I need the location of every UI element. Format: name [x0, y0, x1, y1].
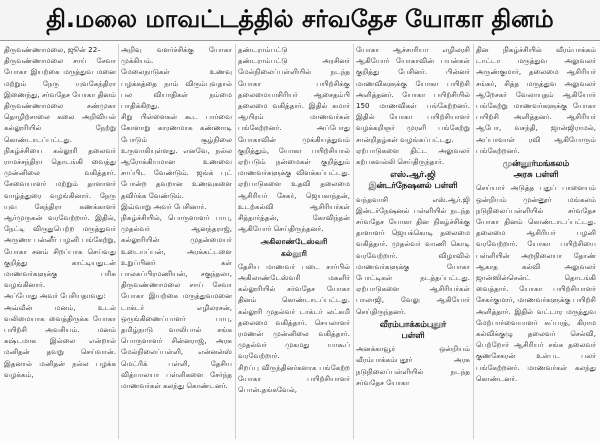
article-column-5 — [476, 44, 596, 439]
headline — [0, 0, 600, 41]
subheading: வீரம்பாக்கம்புதூர் பள்ளி — [379, 318, 447, 341]
column-divider — [118, 44, 119, 439]
article-column-1 — [4, 44, 116, 439]
article-paragraph: செய்யார் அடுத்த புதுப் பாளையம் ஒன்றியம் முன்னூர் மங்கலம் நடுநிலைப்பள்ளியில் சர்வதேச யோகா தினம் கொண்டாடப்பட்டது. தலைமை ஆசிரியர் பழனி வரவேற்றார். யோகா பயிற்சியை பள்ளியின் அறநிலையா தோண் ஆகாத கல்வி அலுவலர் ஜான்ஸின்சென்ட் தொடங்கி வைத்தார். யோகா பயிற்சியாளர் சேகர்குமார், மாணவர்களுக்கு பயிற்சி அளித்தார். இதில் வட்டார மருத்துவ மேற்பார்வையாளர் சுப்பரத், கிராம கல்விக்குழு தலைவர் செல்வி, பெற்றோர் ஆசிரியர் சங்க தலைவர் குணசேகரன் உள்பட பலர் பங்கேற்றனர். மாணவர்கள் கலந்து கொண்டனர். — [476, 183, 596, 383]
article-column-3 — [238, 44, 350, 439]
headline-text: தி.மலை மாவட்டத்தில் சர்வதேச யோகா தினம் — [46, 4, 554, 33]
article-paragraph: தின நிகழ்ச்சியில் வீரம்பாக்கம் டாட்டா மருத்துவ அலுவலர் அருண்குமார், தலைமை ஆசிரியர் சங்கர், சித்த மருத்துவ அலுவலர் ஆறேசகர் வேலாயுதம் ஆகியோர் பங்கேற்று மாணவர்களுக்கு யோகா பயிற்சி அளித்தனர். ஆசிரியர் ஆபோ, வசந்தி, ஜான்ஜிராமல், அப்பாவாள் ரவி ஆகியோரும் பங்கேற்றனர். — [476, 45, 596, 155]
article-paragraph: தேசிய மாணவர் படை சார்பில் அகிலாண்டேஸ்வரி மகளிர் கல்லூரியில் சர்வதேச யோகா தினம் கொண்டாடப்பட்டது. கல்லூரி முதல்வர் டாக்டர் லட்சுமி தலைமை வகித்தார். செயலாளர் ரமணன் முன்னிலை வகித்தார். முதல்வர் முகமது யாகூப் வரவேற்றார். சிறப்பு விருந்தினர்களாக பங்கேற்ற யோகா பயிற்சியாளர் பொன்.தங்கவேல், — [238, 261, 350, 395]
article-column-2 — [121, 44, 232, 439]
article-paragraph: தண்டராம்பட்டு தண்டராம்பட்டு அரசினர் மேல்நிலைப்பள்ளியில் நடந்த யோகா பயிற்சிக்கு தலைமையாசிரியர் ஆசைதம்பி தலைமை வகித்தார். இதில் சுமார் ஆயிரம் மாணவர்கள் பங்கேற்றனர். அப்போது யோகாவின் முக்கியத்துவம் குறித்தும், யோகா பயிற்சியால் ஏற்படும் நன்மைகள் குறித்தும் மாணவர்களுக்கு விளக்கப்பட்டது. ஏற்பாடுகளை உதவி தலைமை ஆசிரியர் சேகர், ஜெயகாந்தன், உடற்கல்வி ஆசிரியர்கள் சித்தார்த்தன், கோவிந்தன் ஆகியோர் செய்திருந்தனர். — [238, 45, 350, 234]
column-divider — [353, 44, 354, 439]
article-paragraph: யோகா ஆச்சாரியா எழிலரசி ஆகியோர் யோகாவின் பயன்கள் குறித்து பேசினர். பின்னர் மாணவிகளுக்கு யோகா பயிற்சி அளித்தனர். யோகா பயிற்சியில் 150 மாணவிகள் பங்கேற்றனர். இதில் யோகா பயிற்சியாளர் வழக்கறிஞர் முரளி பங்கேற்று சான்றிதழ்கள் வழங்கப்பட்டது. ஏற்பாடுகளை திட்ட அலுவலர் கற்பகவல்லி செய்திருந்தார். — [356, 45, 470, 167]
column-divider — [473, 44, 474, 439]
subheading: எஸ்.ஆர்.ஜி இன்டர்நேஷனல் பள்ளி — [368, 169, 458, 191]
article-column-4 — [356, 44, 470, 439]
article-paragraph: வந்தவாசி எஸ்.ஆர்.ஜி இன்டர்நேஷனல் பள்ளியில் நடந்த சர்வதேச யோகா தின நிகழ்ச்சிக்கு தாளாளர் ஜெயக்கொடி தலைமை வகித்தார். முதல்வர் வாணி கொடி வரவேற்றார். விழாவில் மாணவர்களுக்கு யோகா போட்டிகள் நடத்தப்பட்டது. ஏற்பாடுகளை ஆசிரியர்கள் பாலாஜி, வேலு ஆகியோர் செய்திருந்தனர். — [356, 194, 470, 316]
article-paragraph: திருவண்ணாமலை, ஜூன் 22– திருவண்ணாமலை சாய் சேவா யோகா இயற்கை மருத்துவ மனை மற்றும் நேரு யுவகேந்திரா இணைந்து, சர்வதேச யோகா தினம் திருவண்ணாமலை சண்முகா தொழிற்சாலை கலை அறிவியல் கல்லூரியில் நேற்று கொண்டாடப்பட்டது. நிகழ்ச்சியை கல்லூரி தலைவர் ராமச்சந்திரா தொடங்கி வைத்து முன்னிலை வகித்தார். சேவையாளர் மற்றும் தாளாளர் வாழ்த்துரை வழங்கினார். நேரு யுவ கேந்திரா கணக்காளர் ஆர்முருகன் வரவேற்றார். இதில், நேட்டி விருதுபெற்ற மருத்துவர் அருணா பன்னீர் பழனி பங்கேற்று, யோகா சனம் சிறப்பாக செய்வது குறித்து காட்டியதுடன் மாணவர்களுக்கு பரிசு வழங்கினார். அப்போது அவர் பேசியதாவது: அவ்வீன் மனம், உடல் வலிமையாக வைத்திருக்க யோகா பயிற்சி அவசியம். மனம் கஷ்டமாக இல்லை என்றால் மனிதன் தவறு செய்வான். இதனால் மனிதன் நல்ல பழக்க வழக்கம், — [4, 45, 116, 379]
column-divider — [235, 44, 236, 439]
article-paragraph: அறிவு வளர்ச்சிக்கு யோகா முக்கியம். மேலைநாடுகள் உணவு பழக்கத்தை நாம் விரும்புவதால் பல வியாதிகள் நம்மை பாதிக்கிறது. சிறு பிள்ளைகள் கூட பார்வை கோளாறு காரணமாக கண்ணாடி போடும் சூழ்நிலை உருவாகியுள்ளது. எனவே, நல்ல ஆரோக்கியமான உணவை சாப்பிட வேண்டும். ஜங்க் புட் போன்ற தவறான உணவுகளை தவிர்க்க வேண்டும். இவ்வாறு அவர் பேசினார். நிகழ்ச்சியில், பொருளாளர் பாபு, முதல்வர் ஆனந்தராஜ், கல்லூரியின் முதன்மையர் உடையப்பன், அரக்கட்டளை உறுப்பினர் கள் பாலசுப்பிரமணியன், சகுந்தலா, திருவண்ணாமலை சாய் சேவா யோகா இயற்கை மருத்துவமனை டாக்டர் எழிலரசன், ஒருங்கிணைப்பாளர் பாபு, தமிழ்நாடு வாலிபால் சங்க பொருளாளர் சின்னராஜ், அரசு மேல்நிலைப்பள்ளி, என்னன்ஸ் மெட்ரிக் பள்ளி, தேசிய வித்யாலயா பள்ளிகளை சேர்ந்த மாணவர்கள் கலந்து கொண்டனர். — [121, 45, 232, 391]
article-paragraph: அனக்காவூர் ஒன்றியம் வீரம்பாக்கம்புதூர் அரசு நடுநிலைப்பள்ளியில் நடந்த சர்வதேச யோகா — [356, 344, 470, 387]
subheading: அகிலாண்டேஸ்வரி கல்லூரி — [260, 237, 328, 258]
subheading: முன்னூர்மங்கலம் அரசு பள்ளி — [502, 158, 570, 180]
